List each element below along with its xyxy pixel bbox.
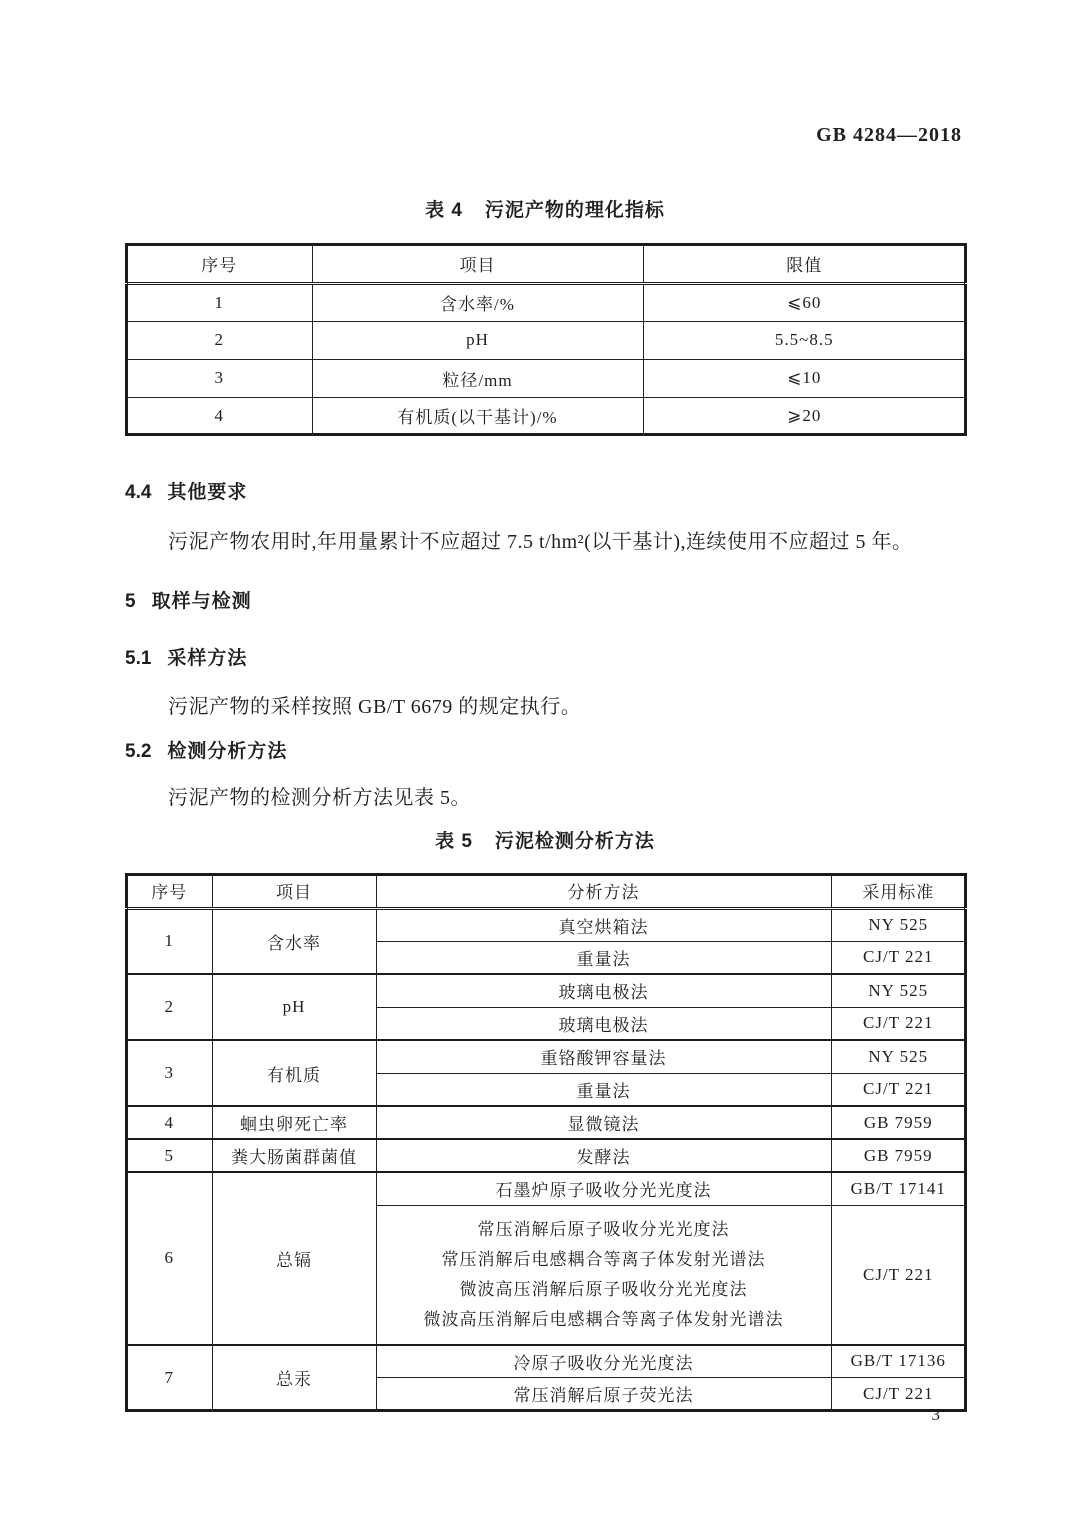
cell-method: 玻璃电极法 bbox=[376, 974, 831, 1007]
column-header-seq: 序号 bbox=[126, 874, 212, 908]
cell-seq: 4 bbox=[126, 397, 312, 435]
cell-standard: GB/T 17141 bbox=[831, 1172, 966, 1205]
section-number: 5.2 bbox=[125, 741, 152, 762]
cell-standard: CJ/T 221 bbox=[831, 1205, 966, 1345]
table4-title-text: 污泥产物的理化指标 bbox=[484, 200, 665, 221]
table-row bbox=[126, 1106, 966, 1139]
cell-seq: 3 bbox=[126, 359, 312, 397]
table4 bbox=[125, 243, 967, 436]
cell-standard: CJ/T 221 bbox=[831, 941, 966, 974]
cell-seq: 3 bbox=[126, 1040, 212, 1106]
section-title: 检测分析方法 bbox=[167, 741, 288, 762]
table-row bbox=[126, 283, 966, 321]
section-5-2-heading bbox=[125, 736, 287, 763]
table4-label: 表 4 bbox=[425, 200, 463, 221]
column-header-seq: 序号 bbox=[126, 244, 312, 283]
cell-seq: 7 bbox=[126, 1345, 212, 1411]
cell-standard: NY 525 bbox=[831, 908, 966, 941]
page-number: 3 bbox=[931, 1405, 940, 1424]
cell-seq: 5 bbox=[126, 1139, 212, 1172]
cell-method: 玻璃电极法 bbox=[376, 1007, 831, 1040]
cell-seq: 1 bbox=[126, 908, 212, 974]
table-row bbox=[126, 974, 966, 1007]
cell-method: 真空烘箱法 bbox=[376, 908, 831, 941]
section-title: 其他要求 bbox=[167, 482, 248, 503]
table-row bbox=[126, 397, 966, 435]
column-header-item: 项目 bbox=[312, 244, 643, 283]
cell-standard: GB 7959 bbox=[831, 1139, 966, 1172]
method-line: 微波高压消解后电感耦合等离子体发射光谱法 bbox=[423, 1309, 784, 1329]
table5 bbox=[125, 873, 967, 1412]
cell-standard: CJ/T 221 bbox=[831, 1378, 966, 1411]
table-row bbox=[126, 908, 966, 941]
section-5-1-body: 污泥产物的采样按照 GB/T 6679 的规定执行。 bbox=[168, 696, 582, 718]
cell-limit: ⩾20 bbox=[643, 397, 966, 435]
column-header-limit: 限值 bbox=[643, 244, 966, 283]
cell-item: pH bbox=[312, 321, 643, 359]
table4-header-row bbox=[126, 244, 966, 283]
cell-seq: 2 bbox=[126, 321, 312, 359]
cell-seq: 2 bbox=[126, 974, 212, 1040]
cell-method: 石墨炉原子吸收分光光度法 bbox=[376, 1172, 831, 1205]
cell-item: 总镉 bbox=[212, 1172, 376, 1345]
table-row bbox=[126, 1345, 966, 1378]
section-number: 4.4 bbox=[125, 482, 152, 503]
cell-standard: NY 525 bbox=[831, 1040, 966, 1073]
cell-method: 显微镜法 bbox=[376, 1106, 831, 1139]
method-line: 微波高压消解后原子吸收分光光度法 bbox=[459, 1279, 748, 1299]
cell-standard: GB/T 17136 bbox=[831, 1345, 966, 1378]
column-header-item: 项目 bbox=[212, 874, 376, 908]
column-header-method: 分析方法 bbox=[376, 874, 831, 908]
cell-method: 重量法 bbox=[376, 941, 831, 974]
cell-method: 常压消解后原子荧光法 bbox=[376, 1378, 831, 1411]
column-header-standard: 采用标准 bbox=[831, 874, 966, 908]
cell-standard: CJ/T 221 bbox=[831, 1073, 966, 1106]
cell-method: 冷原子吸收分光光度法 bbox=[376, 1345, 831, 1378]
section-5-2-body: 污泥产物的检测分析方法见表 5。 bbox=[168, 787, 471, 809]
cell-item: pH bbox=[212, 974, 376, 1040]
method-line: 常压消解后原子吸收分光光度法 bbox=[477, 1219, 730, 1239]
standard-number: GB 4284—2018 bbox=[816, 124, 962, 146]
table-row bbox=[126, 359, 966, 397]
section-title: 取样与检测 bbox=[151, 591, 252, 612]
table5-label: 表 5 bbox=[435, 831, 473, 852]
section-5-heading bbox=[125, 586, 252, 613]
table-row bbox=[126, 1139, 966, 1172]
table5-title bbox=[125, 826, 965, 853]
cell-method: 发酵法 bbox=[376, 1139, 831, 1172]
cell-item: 粒径/mm bbox=[312, 359, 643, 397]
method-line: 常压消解后电感耦合等离子体发射光谱法 bbox=[441, 1249, 766, 1269]
cell-standard: NY 525 bbox=[831, 974, 966, 1007]
cell-standard: GB 7959 bbox=[831, 1106, 966, 1139]
cell-limit: ⩽60 bbox=[643, 283, 966, 321]
section-title: 采样方法 bbox=[167, 648, 248, 669]
cell-item: 有机质(以干基计)/% bbox=[312, 397, 643, 435]
cell-seq: 1 bbox=[126, 283, 312, 321]
section-number: 5 bbox=[125, 591, 136, 612]
section-4-4-heading bbox=[125, 477, 247, 504]
table5-header-row bbox=[126, 874, 966, 908]
cell-item: 总汞 bbox=[212, 1345, 376, 1411]
cell-seq: 6 bbox=[126, 1172, 212, 1345]
table-row bbox=[126, 1040, 966, 1073]
cell-item: 粪大肠菌群菌值 bbox=[212, 1139, 376, 1172]
cell-item: 含水率/% bbox=[312, 283, 643, 321]
table4-title bbox=[125, 195, 965, 222]
cell-seq: 4 bbox=[126, 1106, 212, 1139]
table-row bbox=[126, 1172, 966, 1205]
cell-item: 有机质 bbox=[212, 1040, 376, 1106]
cell-limit: ⩽10 bbox=[643, 359, 966, 397]
cell-item: 含水率 bbox=[212, 908, 376, 974]
cell-limit: 5.5~8.5 bbox=[643, 321, 966, 359]
section-4-4-body: 污泥产物农用时,年用量累计不应超过 7.5 t/hm²(以干基计),连续使用不应超过 5 年。 bbox=[168, 531, 913, 553]
cell-method: 重量法 bbox=[376, 1073, 831, 1106]
cell-method-multiline bbox=[376, 1205, 831, 1345]
table5-title-text: 污泥检测分析方法 bbox=[494, 831, 655, 852]
table-row bbox=[126, 321, 966, 359]
section-number: 5.1 bbox=[125, 648, 152, 669]
cell-item: 蛔虫卵死亡率 bbox=[212, 1106, 376, 1139]
cell-standard: CJ/T 221 bbox=[831, 1007, 966, 1040]
section-5-1-heading bbox=[125, 643, 247, 670]
cell-method: 重铬酸钾容量法 bbox=[376, 1040, 831, 1073]
